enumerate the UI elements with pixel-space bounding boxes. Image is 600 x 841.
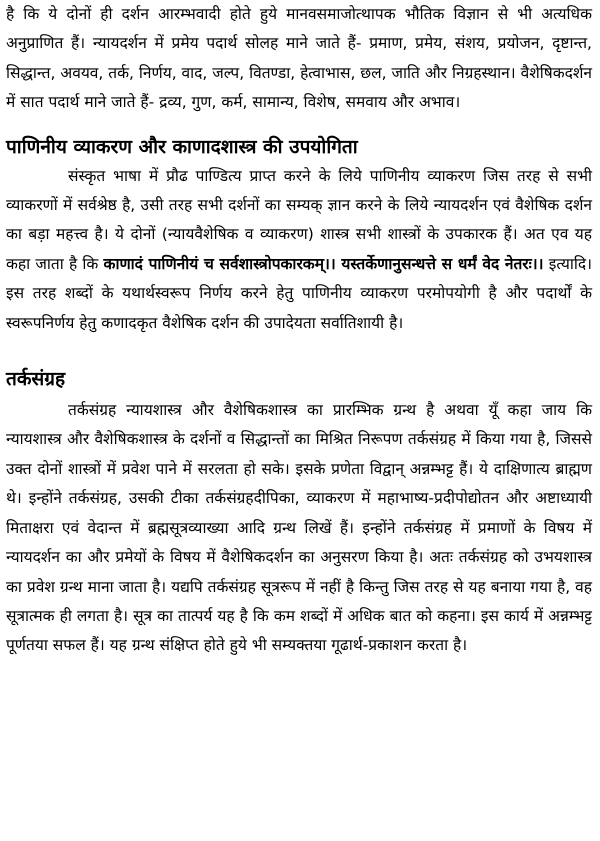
tarkasangraha-paragraph: [6, 396, 592, 661]
grammar-paragraph: [6, 162, 592, 338]
tarkasangraha-text: तर्कसंग्रह न्यायशास्त्र और वैशेषिकशास्त्र का प्रारम्भिक ग्रन्थ है अथवा यूँ कहा जाय कि न्यायशास्त्र और वैशेषिकशास्त्र के दर्शनों व सिद्धान्तों का मिश्रित निरूपण तर्कसंग्रह में किया गया है, जिससे उक्त दोनों शास्त्रों में प्रवेश पाने में सरलता हो सके। इसके प्रणेता विद्वान् अन्नम्भट्ट हैं। ये दाक्षिणात्य ब्राह्मण थे। इन्होंने तर्कसंग्रह, उसकी टीका तर्कसंग्रहदीपिका, व्याकरण में महाभाष्य-प्रदीपोद्योतन और अष्टाध्यायी मिताक्षरा एवं वेदान्त में ब्रह्मसूत्रव्याख्या आदि ग्रन्थ लिखें हैं। इन्होंने तर्कसंग्रह में प्रमाणों के विषय में न्यायदर्शन का और प्रमेयों के विषय में वैशेषिकदर्शन का अनुसरण किया है। अतः तर्कसंग्रह को उभयशास्त्र का प्रवेश ग्रन्थ माना जाता है। यद्यपि तर्कसंग्रह सूत्ररूप में नहीं है किन्तु जिस तरह से यह बनाया गया है, वह सूत्रात्मक ही लगता है। सूत्र का तात्पर्य यह है कि कम शब्दों में अधिक बात को कहना। इस कार्य में अन्नम्भट्ट पूर्णतया सफल हैं। यह ग्रन्थ संक्षिप्त होते हुये भी सम्यक्तया गूढार्थ-प्रकाशन करता है।: [6, 401, 592, 655]
intro-paragraph: [6, 0, 592, 118]
intro-text: है कि ये दोनों ही दर्शन आरम्भवादी होते हुये मानवसमाजोत्थापक भौतिक विज्ञान से भी अत्यधिक अनुप्राणित हैं। न्यायदर्शन में प्रमेय पदार्थ सोलह माने जाते हैं- प्रमाण, प्रमेय, संशय, प्रयोजन, दृष्टान्त, सिद्धान्त, अवयव, तर्क, निर्णय, वाद, जल्प, वितण्डा, हेत्वाभास, छल, जाति और निग्रहस्थान। वैशेषिकदर्शन में सात पदार्थ माने जाते हैं- द्रव्य, गुण, कर्म, सामान्य, विशेष, समवाय और अभाव।: [6, 5, 592, 112]
grammar-text-before-quote: संस्कृत भाषा में प्रौढ पाण्डित्य प्राप्त करने के लिये पाणिनीय व्याकरण जिस तरह से सभी व्याकरणों में सर्वश्रेष्ठ है, उसी तरह सभी दर्शनों का सम्यक् ज्ञान करने के लिये न्यायदर्शन एवं वैशेषिक दर्शन का बड़ा महत्त्व है। ये दोनों (न्यायवैशेषिक व व्याकरण) शास्त्र सभी शास्त्रों के उपकारक हैं। अत एव यह कहा जाता है कि: [6, 166, 592, 273]
section-heading-paninian-grammar: पाणिनीय व्याकरण और काणादशास्त्र की उपयोगिता: [6, 135, 358, 158]
grammar-text-after-quote: इत्यादि। इस तरह शब्दों के यथार्थस्वरूप निर्णय करने हेतु पाणिनीय व्याकरण परमोपयोगी है और पदार्थों के स्वरूपनिर्णय हेतु कणादकृत वैशेषिक दर्शन की उपादेयता सर्वातिशायी है।: [6, 254, 592, 332]
section-heading-tarkasangraha: तर्कसंग्रह: [6, 368, 66, 391]
sanskrit-quote: काणादं पाणिनीयं च सर्वशास्त्रोपकारकम्।। यस्तर्केणानुसन्धत्ते स धर्मं वेद नेतरः।।: [103, 254, 544, 273]
